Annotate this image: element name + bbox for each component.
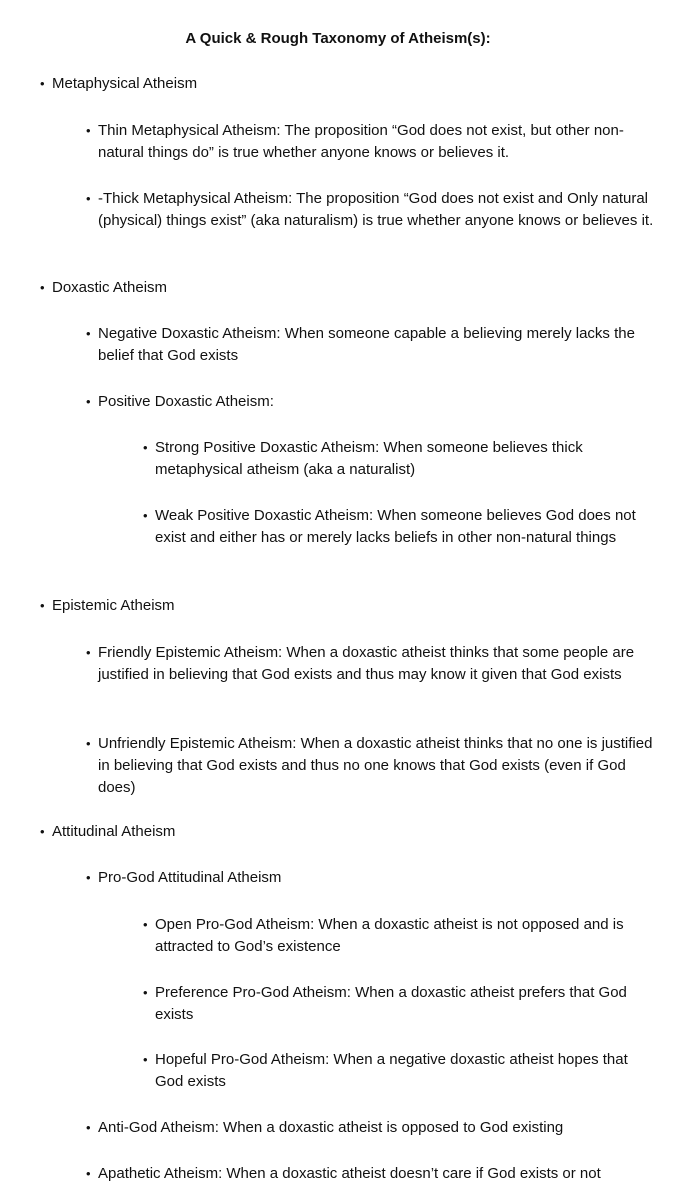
list-item <box>143 982 655 1026</box>
bullet-icon: • <box>40 280 45 295</box>
bullet-icon: • <box>86 191 91 206</box>
list-item-text: Negative Doxastic Atheism: When someone capable a believing merely lacks the belief that God exists <box>98 325 635 364</box>
bullet-icon: • <box>143 1052 148 1067</box>
document-title: A Quick & Rough Taxonomy of Atheism(s): <box>185 30 491 47</box>
bullet-icon: • <box>40 824 45 839</box>
list-item <box>86 188 658 232</box>
list-item-text: Doxastic Atheism <box>52 279 168 296</box>
list-item-text: Preference Pro-God Atheism: When a doxastic atheist prefers that God exists <box>155 984 627 1023</box>
list-item-text: Friendly Epistemic Atheism: When a doxastic atheist thinks that some people are justified in believing that God exists and thus may know it given that God exists <box>98 644 635 683</box>
bullet-icon: • <box>86 736 91 751</box>
bullet-icon: • <box>86 326 91 341</box>
list-item <box>143 1049 655 1093</box>
list-item <box>86 1117 658 1139</box>
bullet-icon: • <box>86 870 91 885</box>
list-item-text: Thin Metaphysical Atheism: The proposition “God does not exist, but other non-natural things do” is true whether anyone knows or believes it. <box>98 122 624 161</box>
list-item-text: Open Pro-God Atheism: When a doxastic atheist is not opposed and is attracted to God’s existence <box>155 916 624 955</box>
list-item <box>40 73 652 95</box>
list-item-text: Positive Doxastic Atheism: <box>98 393 274 410</box>
bullet-icon: • <box>40 76 45 91</box>
list-item-text: -Thick Metaphysical Atheism: The proposition “God does not exist and Only natural (physical) things exist” (aka naturalism) is true whether anyone knows or believes it. <box>98 190 654 229</box>
list-item <box>40 277 652 299</box>
list-item <box>86 391 658 413</box>
list-item-text: Unfriendly Epistemic Atheism: When a doxastic atheist thinks that no one is justified in believing that God exists and thus no one knows that God exists (even if God does) <box>98 735 653 796</box>
list-item <box>86 642 658 686</box>
bullet-icon: • <box>86 1120 91 1135</box>
list-item-text: Strong Positive Doxastic Atheism: When someone believes thick metaphysical atheism (aka a naturalist) <box>155 439 583 478</box>
bullet-icon: • <box>86 394 91 409</box>
list-item-text: Hopeful Pro-God Atheism: When a negative doxastic atheist hopes that God exists <box>155 1051 628 1090</box>
list-item-text: Pro-God Attitudinal Atheism <box>98 869 282 886</box>
list-item-text: Apathetic Atheism: When a doxastic atheist doesn’t care if God exists or not <box>98 1165 601 1182</box>
list-item <box>86 1163 658 1185</box>
list-item-text: Weak Positive Doxastic Atheism: When someone believes God does not exist and either has or merely lacks beliefs in other non-natural things <box>155 507 636 546</box>
bullet-icon: • <box>86 1166 91 1181</box>
bullet-icon: • <box>40 598 45 613</box>
bullet-icon: • <box>86 123 91 138</box>
list-item <box>40 595 652 617</box>
bullet-icon: • <box>143 440 148 455</box>
list-item <box>40 821 652 843</box>
list-item-text: Anti-God Atheism: When a doxastic atheist is opposed to God existing <box>98 1119 564 1136</box>
list-item <box>86 867 658 889</box>
list-item-text: Attitudinal Atheism <box>52 823 176 840</box>
list-item <box>86 323 658 367</box>
list-item <box>143 437 655 481</box>
list-item-text: Epistemic Atheism <box>52 597 175 614</box>
list-item-text: Metaphysical Atheism <box>52 75 198 92</box>
bullet-icon: • <box>86 645 91 660</box>
list-item <box>143 505 655 549</box>
list-item <box>86 120 658 164</box>
bullet-icon: • <box>143 508 148 523</box>
list-item <box>143 914 655 958</box>
list-item <box>86 733 658 799</box>
bullet-icon: • <box>143 917 148 932</box>
bullet-icon: • <box>143 985 148 1000</box>
